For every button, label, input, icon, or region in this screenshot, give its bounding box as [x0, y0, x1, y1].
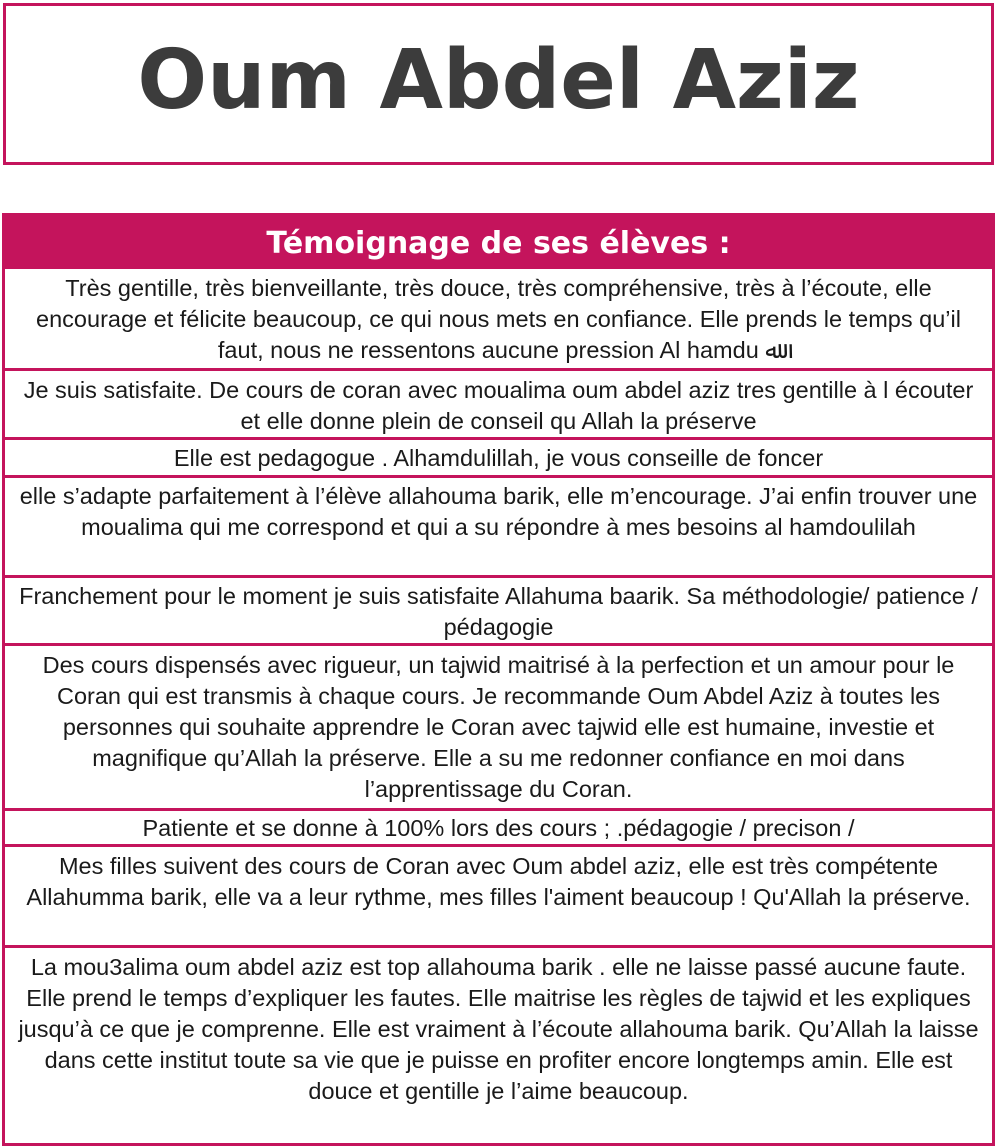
testimonial-row: Je suis satisfaite. De cours de coran avec moualima oum abdel aziz tres gentille à l écouter et elle donne plein de conseil qu Allah la préserve	[5, 368, 992, 437]
page-title: Oum Abdel Aziz	[137, 33, 860, 128]
testimonial-row: Des cours dispensés avec rigueur, un tajwid maitrisé à la perfection et un amour pour le Coran qui est transmis à chaque cours. Je recommande Oum Abdel Aziz à toutes les personnes qui souhaite apprendre le Coran avec tajwid elle est humaine, investie et magnifique qu’Allah la préserve. Elle a su me redonner confiance en moi dans l’apprentissage du Coran.	[5, 643, 992, 808]
testimonials-rows	[5, 269, 992, 1143]
testimonials-header	[5, 213, 992, 269]
testimonials-table	[2, 213, 995, 1146]
testimonial-row: La mou3alima oum abdel aziz est top allahouma barik . elle ne laisse passé aucune faute. Elle prend le temps d’expliquer les fautes. Elle maitrise les règles de tajwid et les expliques jusqu’à ce que je comprenne. Elle est vraiment à l’écoute allahouma barik. Qu’Allah la laisse dans cette institut toute sa vie que je puisse en profiter encore longtemps amin. Elle est douce et gentille je l’aime beaucoup.	[5, 945, 992, 1143]
testimonial-row: Très gentille, très bienveillante, très douce, très compréhensive, très à l’écoute, elle encourage et félicite beaucoup, ce qui nous mets en confiance. Elle prends le temps qu’il faut, nous ne ressentons aucune pression Al hamdu ﷲ	[36, 275, 961, 363]
testimonials-header-label: Témoignage de ses élèves :	[266, 225, 731, 261]
name-box	[3, 3, 994, 165]
testimonial-row: Mes filles suivent des cours de Coran avec Oum abdel aziz, elle est très compétente Allahumma barik, elle va a leur rythme, mes filles l'aiment beaucoup ! Qu'Allah la préserve.	[5, 844, 992, 945]
testimonial-row: Elle est pedagogue . Alhamdulillah, je vous conseille de foncer	[5, 437, 992, 475]
testimonial-row: Franchement pour le moment je suis satisfaite Allahuma baarik. Sa méthodologie/ patience / pédagogie	[5, 575, 992, 643]
testimonial-row: elle s’adapte parfaitement à l’élève allahouma barik, elle m’encourage. J’ai enfin trouver une moualima qui me correspond et qui a su répondre à mes besoins al hamdoulilah	[5, 475, 992, 575]
testimonial-row: Patiente et se donne à 100% lors des cours ; .pédagogie / precison /	[5, 808, 992, 844]
